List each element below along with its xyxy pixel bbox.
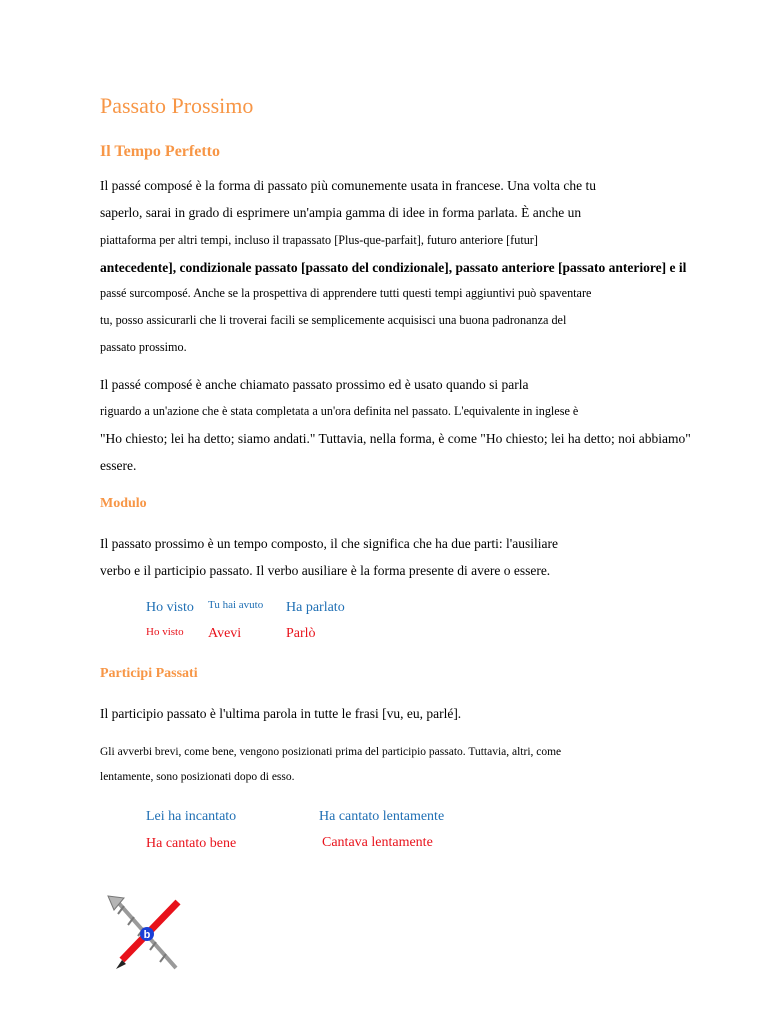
example-red: Ho visto <box>146 626 184 638</box>
paragraph-line: essere. <box>100 458 137 473</box>
example-blue: Tu hai avuto <box>208 599 264 611</box>
paragraph-line: "Ho chiesto; lei ha detto; siamo andati." Tuttavia, nella forma, è come "Ho chiesto; lei ha detto; noi abbiamo" <box>100 431 691 446</box>
paragraph-line: passé surcomposé. Anche se la prospettiva di apprendere tutti questi tempi aggiuntivi può spaventare <box>100 286 592 300</box>
note-line: Gli avverbi brevi, come bene, vengono posizionati prima del participio passato. Tuttavia, altri, come <box>100 746 562 758</box>
paragraph-line: antecedente], condizionale passato [passato del condizionale], passato anteriore [passato anteriore] e il <box>100 260 687 275</box>
section-heading-participi: Participi Passati <box>100 666 198 681</box>
note-line: lentamente, sono posizionati dopo di esso. <box>100 771 295 783</box>
paragraph-line: saperlo, sarai in grado di esprimere un'ampia gamma di idee in forma parlata. È anche un <box>100 205 582 220</box>
logo-letter: b <box>143 929 151 941</box>
example-red: Cantava lentamente <box>322 835 433 850</box>
example-blue: Ha cantato lentamente <box>319 809 445 824</box>
section-heading-tempo-perfetto: Il Tempo Perfetto <box>100 143 220 160</box>
paragraph-line: riguardo a un'azione che è stata completata a un'ora definita nel passato. L'equivalente in inglese è <box>100 404 579 418</box>
paragraph-line: Il passé composé è anche chiamato passato prossimo ed è usato quando si parla <box>100 377 529 392</box>
paragraph-line: Il passé composé è la forma di passato più comunemente usata in francese. Una volta che tu <box>100 178 596 193</box>
paragraph-line: passato prossimo. <box>100 340 187 354</box>
example-red: Ha cantato bene <box>146 836 237 851</box>
example-red: Avevi <box>208 626 242 641</box>
paragraph-line: piattaforma per altri tempi, incluso il trapassato [Plus-que-parfait], futuro anteriore [futur] <box>100 233 538 247</box>
example-blue: Ho visto <box>146 600 194 615</box>
example-red: Parlò <box>286 626 316 641</box>
example-blue: Ha parlato <box>286 600 345 615</box>
paragraph-line: Il passato prossimo è un tempo composto, il che significa che ha due parti: l'ausiliare <box>100 536 558 551</box>
paragraph-line: verbo e il participio passato. Il verbo ausiliare è la forma presente di avere o essere. <box>100 563 551 578</box>
example-blue: Lei ha incantato <box>146 809 237 824</box>
paragraph-line: Il participio passato è l'ultima parola in tutte le frasi [vu, eu, parlé]. <box>100 706 462 721</box>
pencil-screw-logo-icon <box>102 890 184 972</box>
section-heading-modulo: Modulo <box>100 496 147 511</box>
paragraph-line: tu, posso assicurarli che li troverai facili se semplicemente acquisisci una buona padronanza del <box>100 313 567 327</box>
page-title: Passato Prossimo <box>100 93 254 118</box>
